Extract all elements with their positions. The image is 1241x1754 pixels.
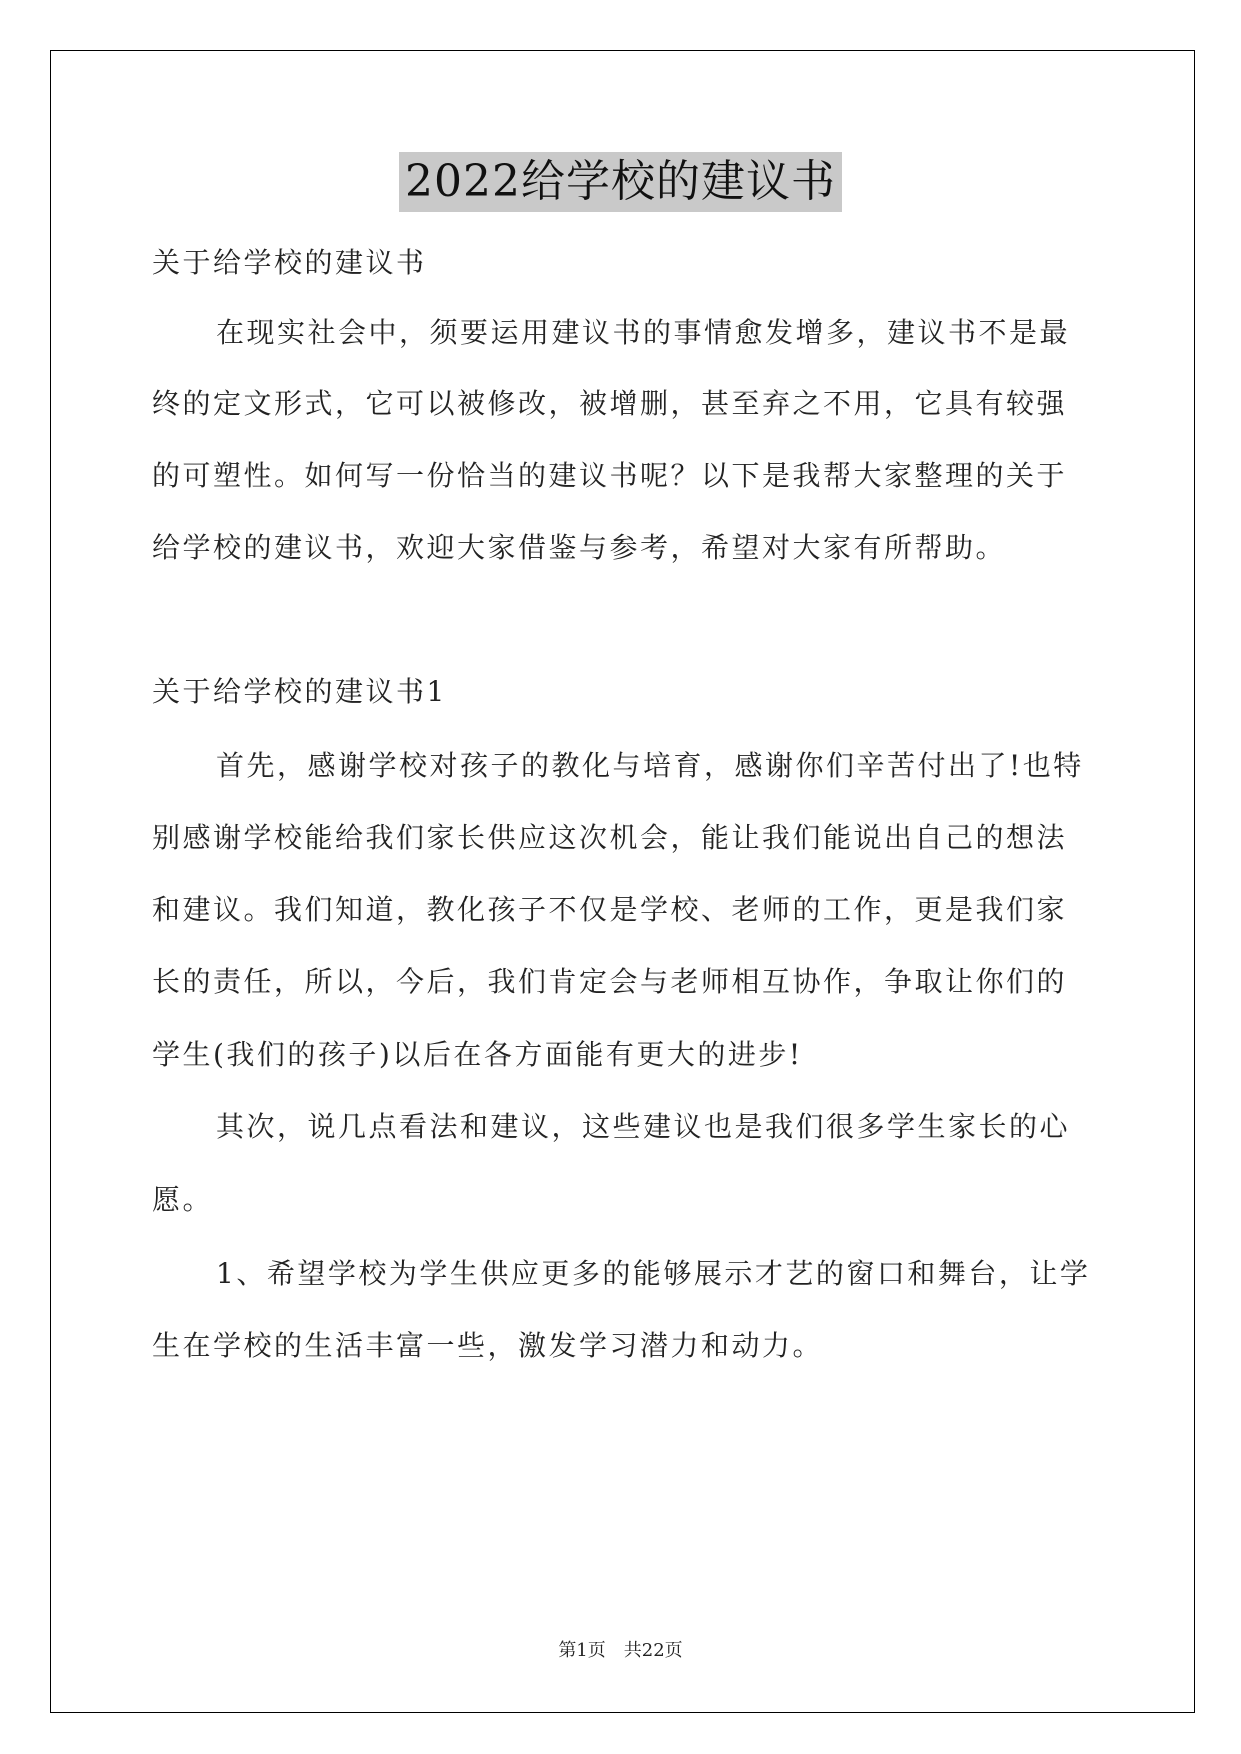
paragraph-line: 别感谢学校能给我们家长供应这次机会，能让我们能说出自己的想法	[152, 821, 1068, 854]
paragraph-line: 生在学校的生活丰富一些，激发学习潜力和动力。	[152, 1329, 824, 1362]
paragraph-line: 的可塑性。如何写一份恰当的建议书呢？以下是我帮大家整理的关于	[152, 459, 1068, 492]
page-total: 共22页	[623, 1640, 683, 1661]
paragraph-line: 其次，说几点看法和建议，这些建议也是我们很多学生家长的心	[216, 1110, 1071, 1143]
document-title: 2022给学校的建议书	[399, 152, 842, 212]
paragraph-line: 长的责任，所以，今后，我们肯定会与老师相互协作，争取让你们的	[152, 965, 1068, 998]
paragraph-line: 1、希望学校为学生供应更多的能够展示才艺的窗口和舞台，让学	[216, 1257, 1091, 1290]
paragraph-line: 在现实社会中，须要运用建议书的事情愈发增多，建议书不是最	[216, 316, 1071, 349]
paragraph-line: 学生(我们的孩子)以后在各方面能有更大的进步!	[152, 1038, 803, 1071]
page-footer	[0, 1636, 1241, 1662]
section-heading: 关于给学校的建议书1	[152, 675, 447, 708]
paragraph-line: 愿。	[152, 1183, 214, 1216]
paragraph-line: 给学校的建议书，欢迎大家借鉴与参考，希望对大家有所帮助。	[152, 531, 1007, 564]
paragraph-line: 首先，感谢学校对孩子的教化与培育，感谢你们辛苦付出了!也特	[216, 749, 1084, 782]
title-container	[0, 152, 1241, 212]
page-number: 第1页	[558, 1640, 606, 1661]
section-heading: 关于给学校的建议书	[152, 246, 427, 279]
paragraph-line: 和建议。我们知道，教化孩子不仅是学校、老师的工作，更是我们家	[152, 893, 1068, 926]
paragraph-line: 终的定文形式，它可以被修改，被增删，甚至弃之不用，它具有较强	[152, 387, 1068, 420]
page-border	[50, 50, 1195, 1713]
